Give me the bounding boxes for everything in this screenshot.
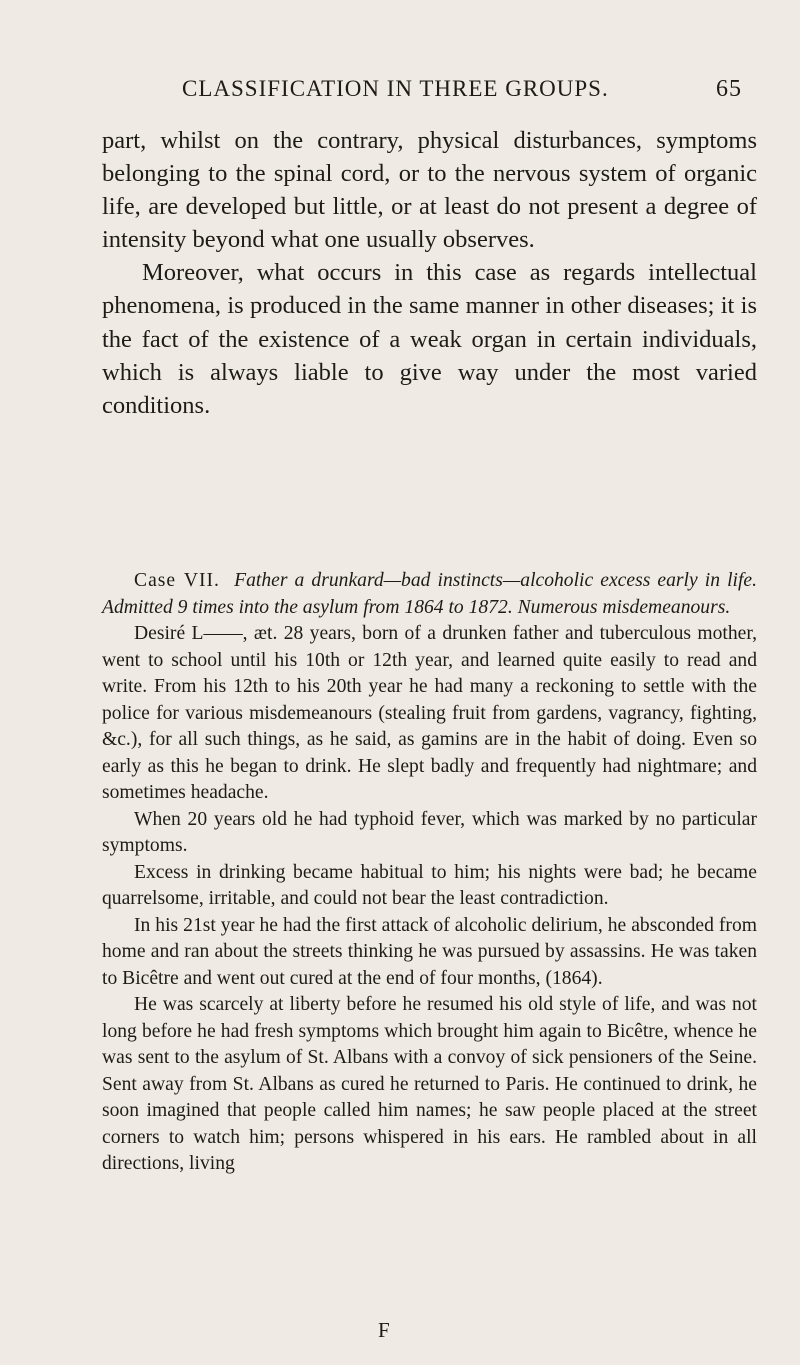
page-number: 65 <box>716 76 742 102</box>
paragraph-continued: part, whilst on the contrary, physical disturbances, symptoms belonging to the spinal cord, or to the nervous system of organic life, are developed but little, or at least do not present a degree of intensity beyond what one usually observes. <box>102 127 757 254</box>
running-head <box>170 76 742 103</box>
case-summary: Father a drunkard—bad instincts—alcoholic excess early in life. Admitted 9 times into the asylum from 1864 to 1872. Numerous misdemeanours. <box>102 570 758 618</box>
paragraph-moreover: Moreover, what occurs in this case as regards intellectual phenomena, is produced in the same manner in other diseases; it is the fact of the existence of a weak organ in certain individuals, which is always liable to give way under the most varied conditions. <box>102 259 757 419</box>
chapter-title: CLASSIFICATION IN THREE GROUPS. <box>182 76 609 101</box>
case-paragraph: When 20 years old he had typhoid fever, which was marked by no particular symptoms. <box>102 808 757 856</box>
case-paragraph: In his 21st year he had the first attack of alcoholic delirium, he absconded from home and ran about the streets thinking he was pursued by assassins. He was taken to Bicêtre and went out cured at the end of four months, (1864). <box>102 914 757 989</box>
case-paragraph: Excess in drinking became habitual to him; his nights were bad; he became quarrelsome, irritable, and could not bear the least contradiction. <box>102 861 757 909</box>
signature-mark: F <box>378 1318 390 1342</box>
case-paragraph: Desiré L——, æt. 28 years, born of a drunken father and tuberculous mother, went to school until his 10th or 12th year, and learned quite easily to read and write. From his 12th to his 20th year he had many a reckoning to settle with the police for various misdemeanours (stealing fruit from gardens, vagrancy, fighting, &c.), for all such things, as he said, as gamins are in the habit of doing. Even so early as this he began to drink. He slept badly and frequently had nightmare; and sometimes headache. <box>102 623 757 803</box>
case-heading <box>102 568 757 621</box>
main-text <box>102 124 757 422</box>
case-number: Case VII. <box>134 570 220 591</box>
case-paragraph: He was scarcely at liberty before he resumed his old style of life, and was not long before he had fresh symptoms which brought him again to Bicêtre, whence he was sent to the asylum of St. Albans with a convoy of sick pensioners of the Seine. Sent away from St. Albans as cured he returned to Paris. He continued to drink, he soon imagined that people called him names; he saw people placed at the street corners to watch him; persons whispered in his ears. He rambled about in all directions, living <box>102 994 757 1174</box>
case-report <box>102 568 757 1178</box>
